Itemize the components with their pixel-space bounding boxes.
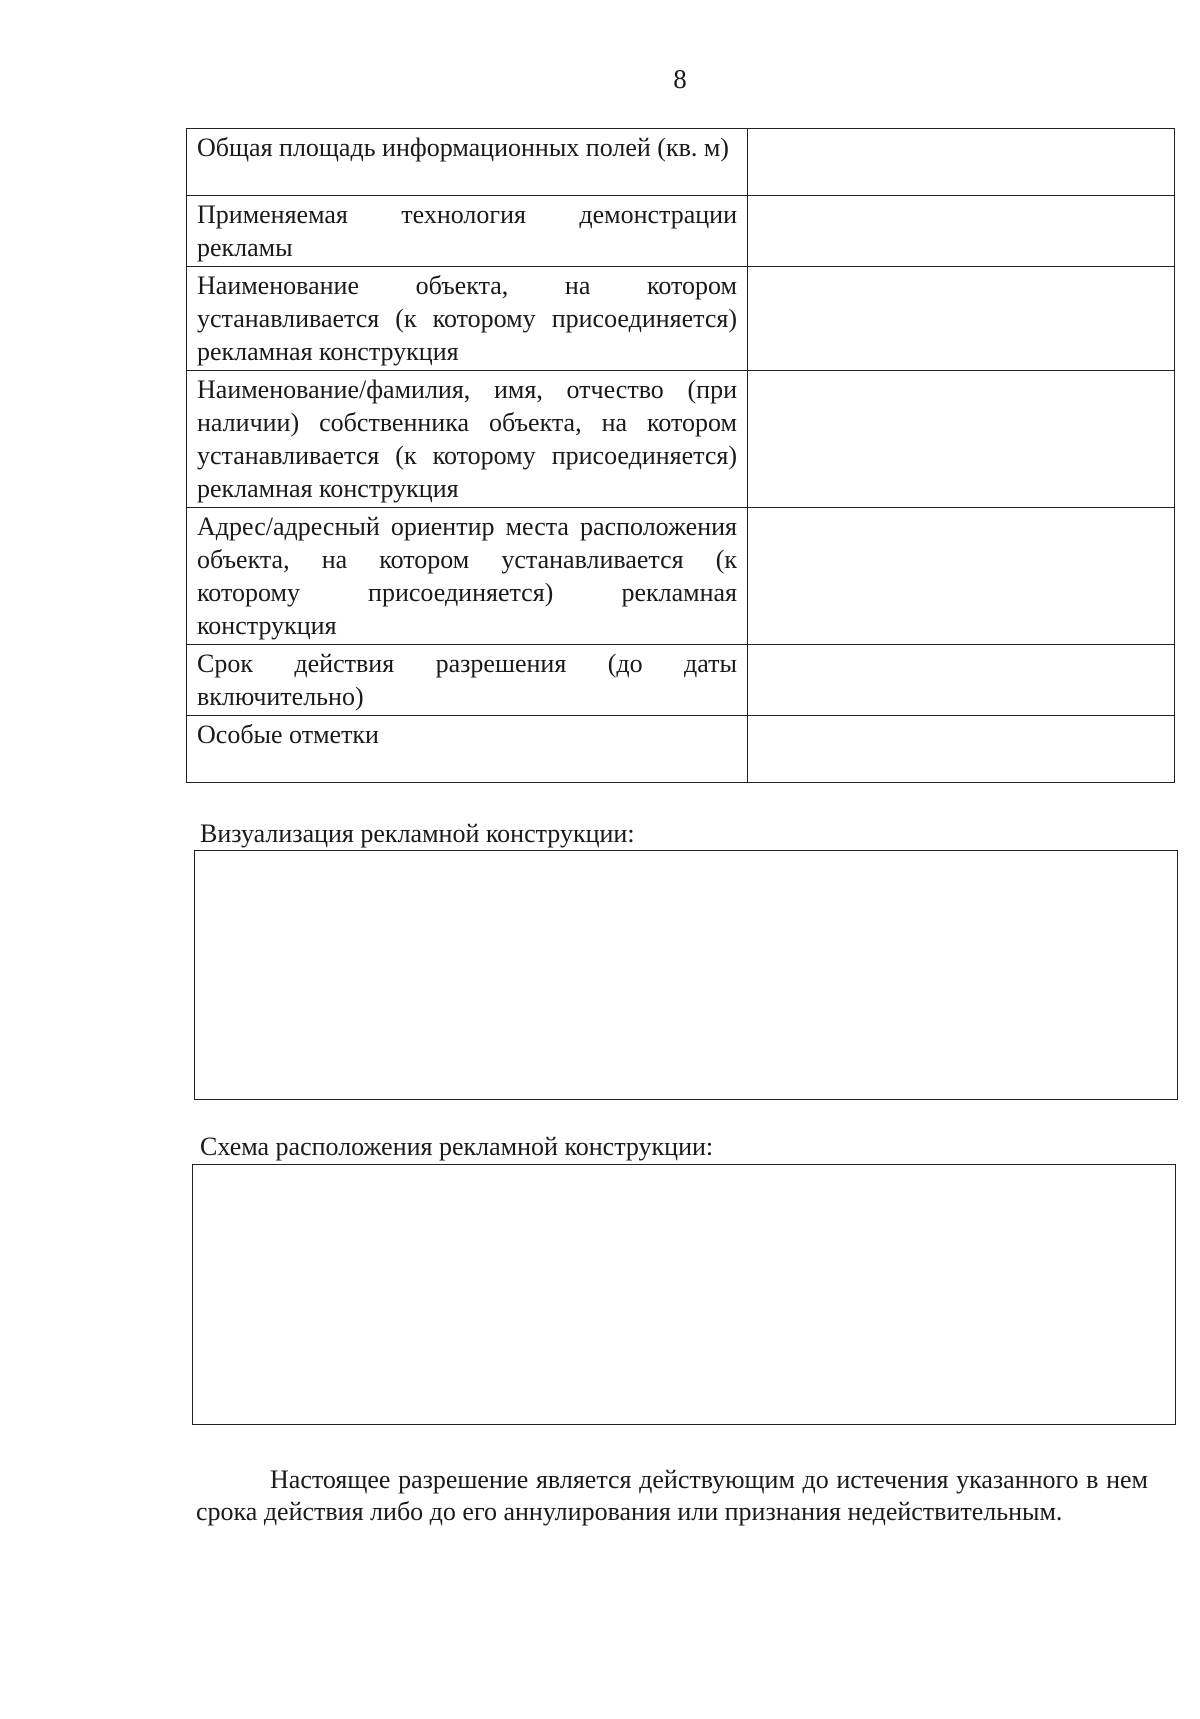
visualization-label: Визуализация рекламной конструкции: [200,819,635,848]
visualization-box [194,850,1178,1100]
table-row-label: Наименование/фамилия, имя, отчество (при наличии) собственника объекта, на котором устанавливается (к которому присоединяется) рекламная конструкция [187,371,748,508]
scheme-label: Схема расположения рекламной конструкции: [200,1132,714,1161]
table-row [187,129,1175,196]
table-row [187,196,1175,267]
page-number: 8 [673,64,687,94]
table-row-label: Применяемая технология демонстрации рекламы [187,196,748,267]
table-row [187,371,1175,508]
table-row [187,508,1175,645]
permit-details-table [186,128,1175,783]
table-row [187,716,1175,783]
table-row-value [748,196,1175,267]
table-row-label: Срок действия разрешения (до даты включительно) [187,645,748,716]
table-row-label: Общая площадь информационных полей (кв. м) [187,129,748,196]
table-row-label: Наименование объекта, на котором устанавливается (к которому присоединяется) рекламная конструкция [187,267,748,371]
table-row-value [748,371,1175,508]
table-row-label: Особые отметки [187,716,748,783]
table-row-value [748,716,1175,783]
table-row-value [748,129,1175,196]
table-row-value [748,645,1175,716]
table-row-value [748,508,1175,645]
table-row [187,645,1175,716]
table-row-value [748,267,1175,371]
closing-paragraph: Настоящее разрешение является действующим до истечения указанного в нем срока действия либо до его аннулирования или признания недействительным. [196,1465,1148,1526]
table-row-label: Адрес/адресный ориентир места расположения объекта, на котором устанавливается (к которому присоединяется) рекламная конструкция [187,508,748,645]
table-row [187,267,1175,371]
scheme-box [192,1164,1176,1425]
